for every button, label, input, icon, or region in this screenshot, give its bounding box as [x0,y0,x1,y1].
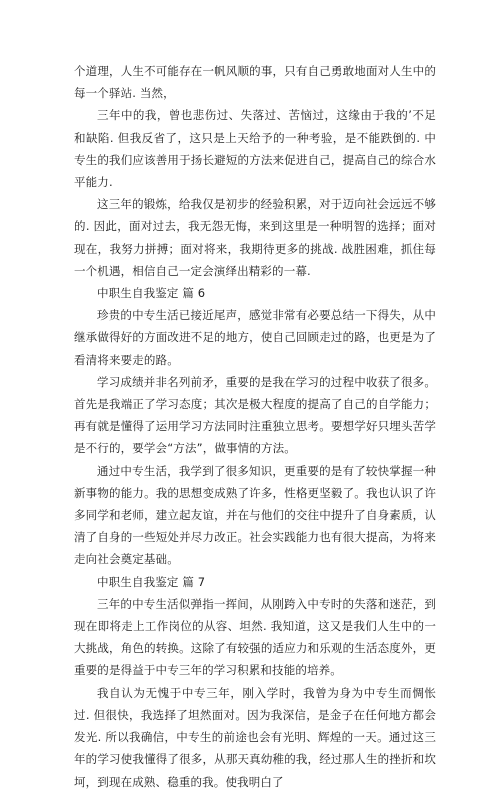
paragraph: 三年中的我，曾也悲伤过、失落过、苦恼过，这缘由于我的’不足和缺陷. 但我反省了，这只是上天给予的一种考验，是不能跌倒的. 中专生的我们应该善用于扬长避短的方法来促进自己，提高自己的综合水平能力. [74,108,436,190]
document-body [74,60,436,793]
paragraph: 这三年的锻炼，给我仅是初步的经验积累，对于迈向社会远远不够的. 因此，面对过去，我无怨无悔，来到这里是一种明智的选择；面对现在，我努力拼搏；面对将来，我期待更多的挑战. 战胜困难，抓住每一个机遇，相信自己一定会演绎出精彩的一幕. [74,197,436,278]
paragraph: 学习成绩并非名列前矛，重要的是我在学习的过程中收获了很多。首先是我端正了学习态度；其次是极大程度的提高了自己的自学能力；再有就是懂得了运用学习方法同时注重独立思考。要想学好只埋头苦学是不行的，要学会“方法”，做事情的方法。 [74,374,436,456]
section-heading: 中职生自我鉴定 篇 6 [97,286,206,301]
section-heading: 中职生自我鉴定 篇 7 [97,574,206,589]
paragraph: 三年的中专生活似弹指一挥间，从刚跨入中专时的失落和迷茫，到现在即将走上工作岗位的从容、坦然. 我知道，这又是我们人生中的一大挑战，角色的转换。这除了有较强的适应力和乐观的生活态度外，更重要的是得益于中专三年的学习积累和技能的培养。 [74,596,436,678]
paragraph: 个道理，人生不可能存在一帆风顺的事，只有自己勇敢地面对人生中的每一个驿站. 当然， [74,64,436,101]
paragraph: 珍贵的中专生活已接近尾声，感觉非常有必要总结一下得失，从中继承做得好的方面改进不足的地方，使自己回顾走过的路，也更是为了看清将来要走的路。 [74,308,436,367]
paragraph: 我自认为无愧于中专三年，刚入学时，我曾为身为中专生而惆怅过. 但很快，我选择了坦然面对。因为我深信，是金子在任何地方都会发光. 所以我确信，中专生的前途也会有光明、辉煌的一天。通过这三年的学习使我懂得了很多，从那天真幼稚的我，经过那人生的挫折和坎坷，到现在成熟、稳重的我。使我明白了 [74,685,436,789]
paragraph: 通过中专生活，我学到了很多知识，更重要的是有了较快掌握一种新事物的能力。我的思想变成熟了许多，性格更坚毅了。我也认识了许多同学和老师，建立起友谊，并在与他们的交往中提升了自身素质，认清了自身的一些短处并尽力改正。社会实践能力也有很大提高，为将来走向社会奠定基础。 [74,463,436,567]
